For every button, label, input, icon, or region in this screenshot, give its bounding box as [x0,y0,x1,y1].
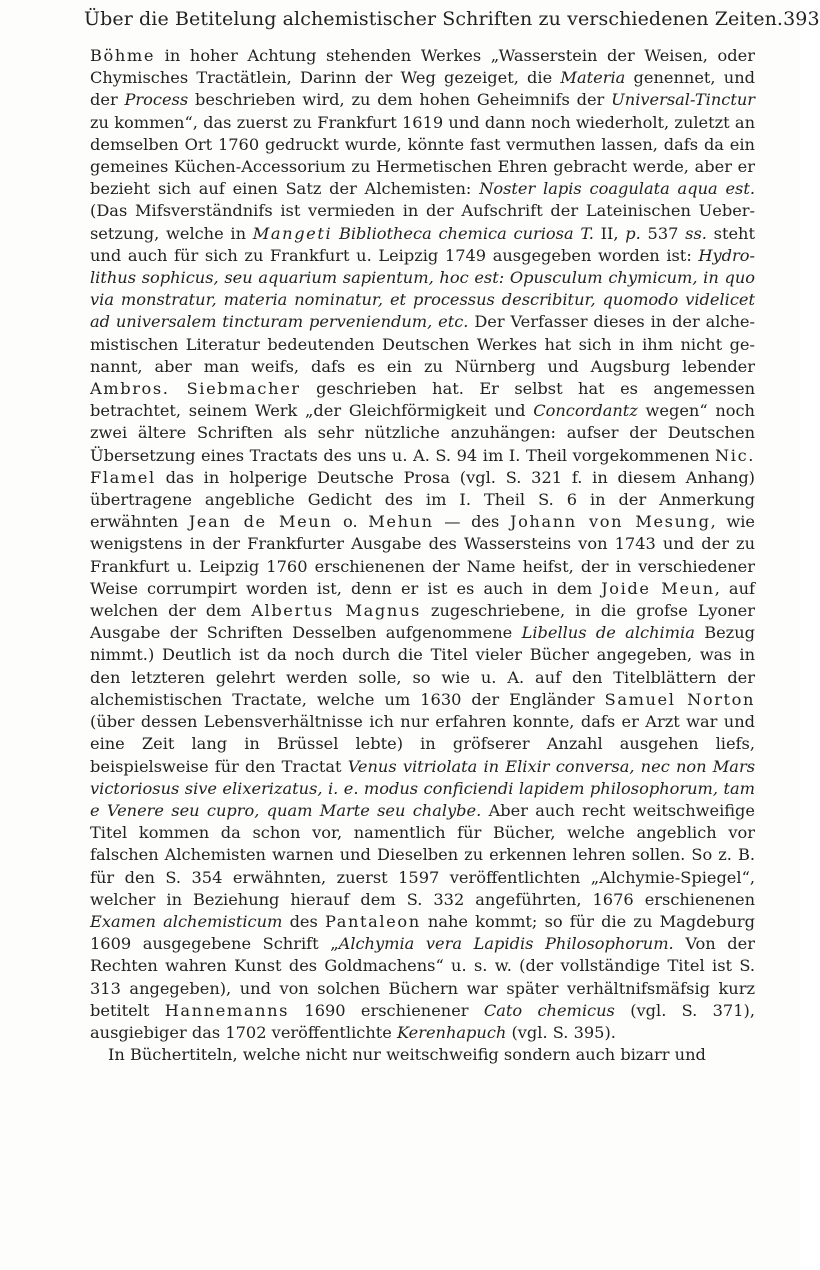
spaced-name: Böhme [90,46,155,65]
text-run: II, [593,223,626,243]
italic-text: Bibliotheca chemica curiosa T. [338,223,594,243]
running-head [84,8,820,38]
paragraph [90,45,755,1044]
text-run: Aber auch recht weitschweifige Titel kommen da schon vor, namentlich für Bücher, welche angeblich vor falschen Alchemisten warnen und Dieselben zu erkennen lehren sollen. So z. B. für den S. 354 erwähnten, zuerst 1597 veröffentlichten „Alchymie-Spiegel“, welcher in Beziehung hierauf dem S. 332 angeführten, 1676 erschienenen [90,800,755,909]
text-run: , auf welchen der dem [90,578,756,621]
italic-text: Kerenhapuch [396,1022,507,1042]
spaced-name: Johann von Mesung [509,512,711,532]
italic-text: Concordantz [533,401,638,421]
text-run: (Das Mifsverständnifs ist vermieden in der Aufschrift der Lateinischen Uebersetzung, welche in [90,201,755,243]
text-run: nahe kommt; so für die zu Magdeburg 1609 ausgegebene Schrift „ [90,911,755,954]
text-run: zugeschriebene, in die grofse Lyoner Ausgabe der Schriften Desselben aufgenommene [90,601,755,643]
spaced-name: Joide Meun [601,578,715,598]
italic-text: Libellus de alchimia [521,623,695,643]
text-run: — des [433,512,510,532]
spaced-name: Hannemanns [164,1000,290,1020]
spaced-name: Mehun [368,512,434,532]
text-run: o. [332,512,369,532]
italic-text: Materia [560,68,626,88]
text-run: Bezug nimmt.) Deutlich ist da noch durch die Titel vieler Bücher angegeben, was in den letzteren gelehrt werden solle, so wie u. A. auf den Titelblättern der alchemistischen Tractate, welche um 1630 der Engländer [90,623,756,709]
text-run: In Büchertiteln, welche nicht nur weitschweifig sondern auch bizarr und [108,1045,706,1065]
italic-text: Mangeti [252,223,333,243]
italic-text: Noster lapis coagulata aqua est. [479,179,755,199]
italic-text: Examen alchemisticum [90,911,283,931]
page-number: 393 [783,8,820,30]
text-run: des [282,911,325,931]
spaced-name: Jean de Meun [188,512,333,532]
running-head-title: Über die Betitelung alchemistischer Schriften zu verschiedenen Zeiten. [84,8,784,30]
italic-text: Venus vitriolata in Elixir conversa, nec non Mars victoriosus sive elixerizatus, i. e. modus conficiendi lapidem philosophorum, tam e Venere seu cupro, quam Marte seu chalybe. [90,756,755,820]
text-run: Von der Rechten wahren Kunst des Goldmachens“ u. s. w. (der vollständige Titel ist S. 313 angegeben), und von solchen Büchern war später verhältnifsmäfsig kurz betitelt [90,934,755,1020]
italic-text: Hydrolithus sophicus, seu aquarium sapientum, hoc est: Opusculum chymicum, in quo via monstratur, materia nominatur, et processus describitur, quomodo videlicet ad universalem tincturam perveniendum, etc. [90,245,755,332]
paragraph [90,1044,755,1066]
text-run [332,224,339,243]
spaced-name: Nic. Flamel [90,445,755,487]
italic-text: Alchymia vera Lapidis Philosophorum. [338,934,674,954]
text-run: 537 [640,223,686,243]
text-run: 1690 erschienener [289,1000,484,1020]
spaced-name: Samuel Norton [604,689,756,709]
text-run: (über dessen Lebensverhältnisse ich nur erfahren konnte, dafs er Arzt war und eine Zeit lang in Brüssel lebte) in gröfserer Anzahl ausgehen liefs, beispielsweise für den Tractat [90,712,755,776]
spaced-name: Pantaleon [325,911,421,931]
text-run: (vgl. S. 371), ausgiebiger das 1702 veröffentlichte [90,1000,755,1042]
text-run: das in holperige Deutsche Prosa (vgl. S. 321 f. in diesem Anhang) übertragene angebliche Gedicht des im I. Theil S. 6 in der Anmerkung erwähnten [90,467,755,532]
text-run: Der Verfasser dieses in der alchemistischen Literatur bedeutenden Deutschen Werkes hat sich in ihm nicht genannt, aber man weifs, dafs es ein zu Nürnberg und Augsburg lebender [90,312,755,376]
italic-text: Process [124,90,189,110]
text-run: geschrieben hat. Er selbst hat es angemessen betrachtet, seinem Werk „der Gleichförmigkeit und [90,379,755,421]
italic-text: Universal-Tinctur [611,90,755,110]
text-run: zu kommen“, das zuerst zu Frankfurt 1619 und dann noch wiederholt, zuletzt an demselben Ort 1760 gedruckt wurde, könnte fast vermuthen lassen, dafs da ein gemeines Küchen-Accessorium zu Hermetischen Ehren gebracht werde, aber er bezieht sich auf einen Satz der Alchemisten: [90,112,755,199]
text-run: genennet, und der [90,68,755,110]
text-run: wegen“ noch zwei ältere Schriften als sehr nützliche anzuhängen: aufser der Deutschen Übersetzung eines Tractats des uns u. A. S. 94 im I. Theil vorgekommenen [90,401,755,465]
text-run: steht und auch für sich zu Frankfurt u. Leipzig 1749 ausgegeben worden ist: [90,223,755,265]
text-run: , wie wenigstens in der Frankfurter Ausgabe des Wassersteins von 1743 und der zu Frankfurt u. Leipzig 1760 erschienenen der Name heifst, der in verschiedener Weise corrumpirt worden ist, denn er ist es auch in dem [90,512,755,598]
text-run: (vgl. S. 395). [506,1022,616,1042]
text-run: beschrieben wird, zu dem hohen Geheimnifs der [188,90,612,110]
italic-text: ss. [685,223,707,243]
spaced-name: Albertus Magnus [251,601,421,621]
spaced-name: Ambros. Siebmacher [90,379,301,399]
italic-text: p. [625,223,641,243]
body-text [90,45,755,1066]
text-run: in hoher Achtung stehenden Werkes „Wasserstein der Weisen, oder Chymisches Tractätlein, Darinn der Weg gezeiget, die [90,46,755,88]
italic-text: Cato chemicus [483,1000,615,1020]
